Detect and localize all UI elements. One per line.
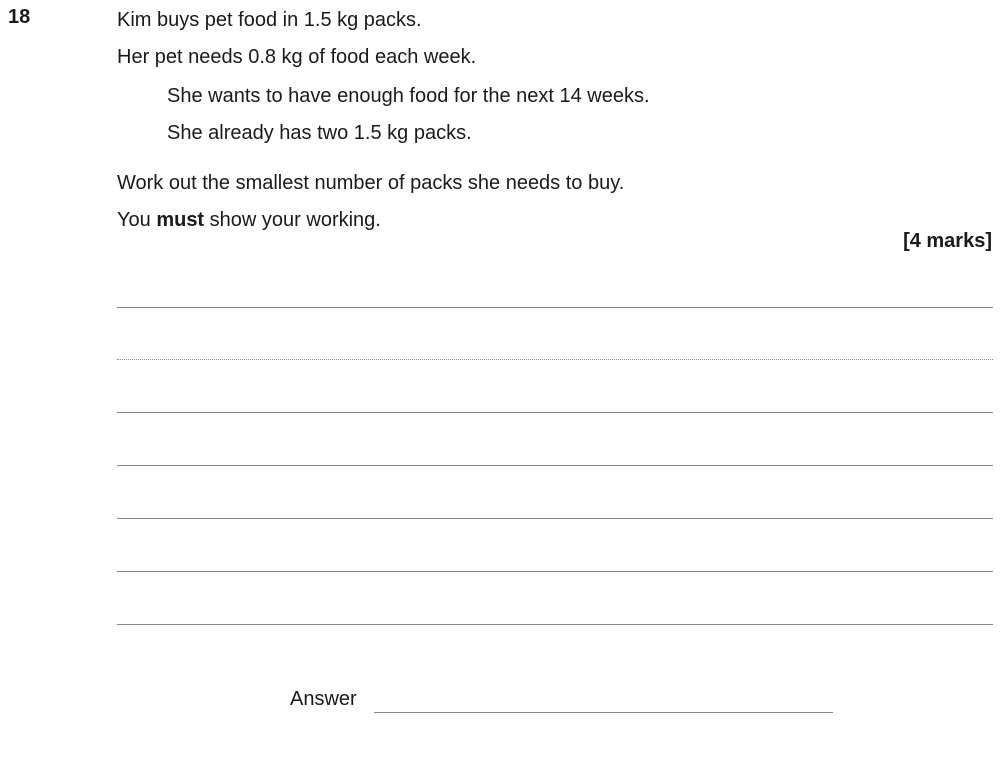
question-intro-line-1: Kim buys pet food in 1.5 kg packs. xyxy=(117,9,422,31)
working-line-3[interactable] xyxy=(117,412,993,413)
working-line-5[interactable] xyxy=(117,518,993,519)
working-line-4[interactable] xyxy=(117,465,993,466)
question-number: 18 xyxy=(8,6,31,28)
question-task: Work out the smallest number of packs she needs to buy. xyxy=(117,172,625,194)
working-line-1[interactable] xyxy=(117,307,993,308)
working-line-7[interactable] xyxy=(117,624,993,625)
question-condition-2: She already has two 1.5 kg packs. xyxy=(167,122,472,144)
working-line-2[interactable] xyxy=(117,359,993,360)
instruction-before: You xyxy=(117,209,157,231)
working-line-6[interactable] xyxy=(117,571,993,572)
question-intro-line-2: Her pet needs 0.8 kg of food each week. xyxy=(117,46,477,68)
instruction-after: show your working. xyxy=(204,209,381,231)
question-condition-1: She wants to have enough food for the next 14 weeks. xyxy=(167,85,650,107)
answer-line[interactable] xyxy=(374,712,833,713)
instruction-emphasis: must xyxy=(156,209,205,231)
answer-label: Answer xyxy=(290,688,357,710)
marks-label: [4 marks] xyxy=(903,230,992,252)
question-instruction xyxy=(117,206,381,234)
